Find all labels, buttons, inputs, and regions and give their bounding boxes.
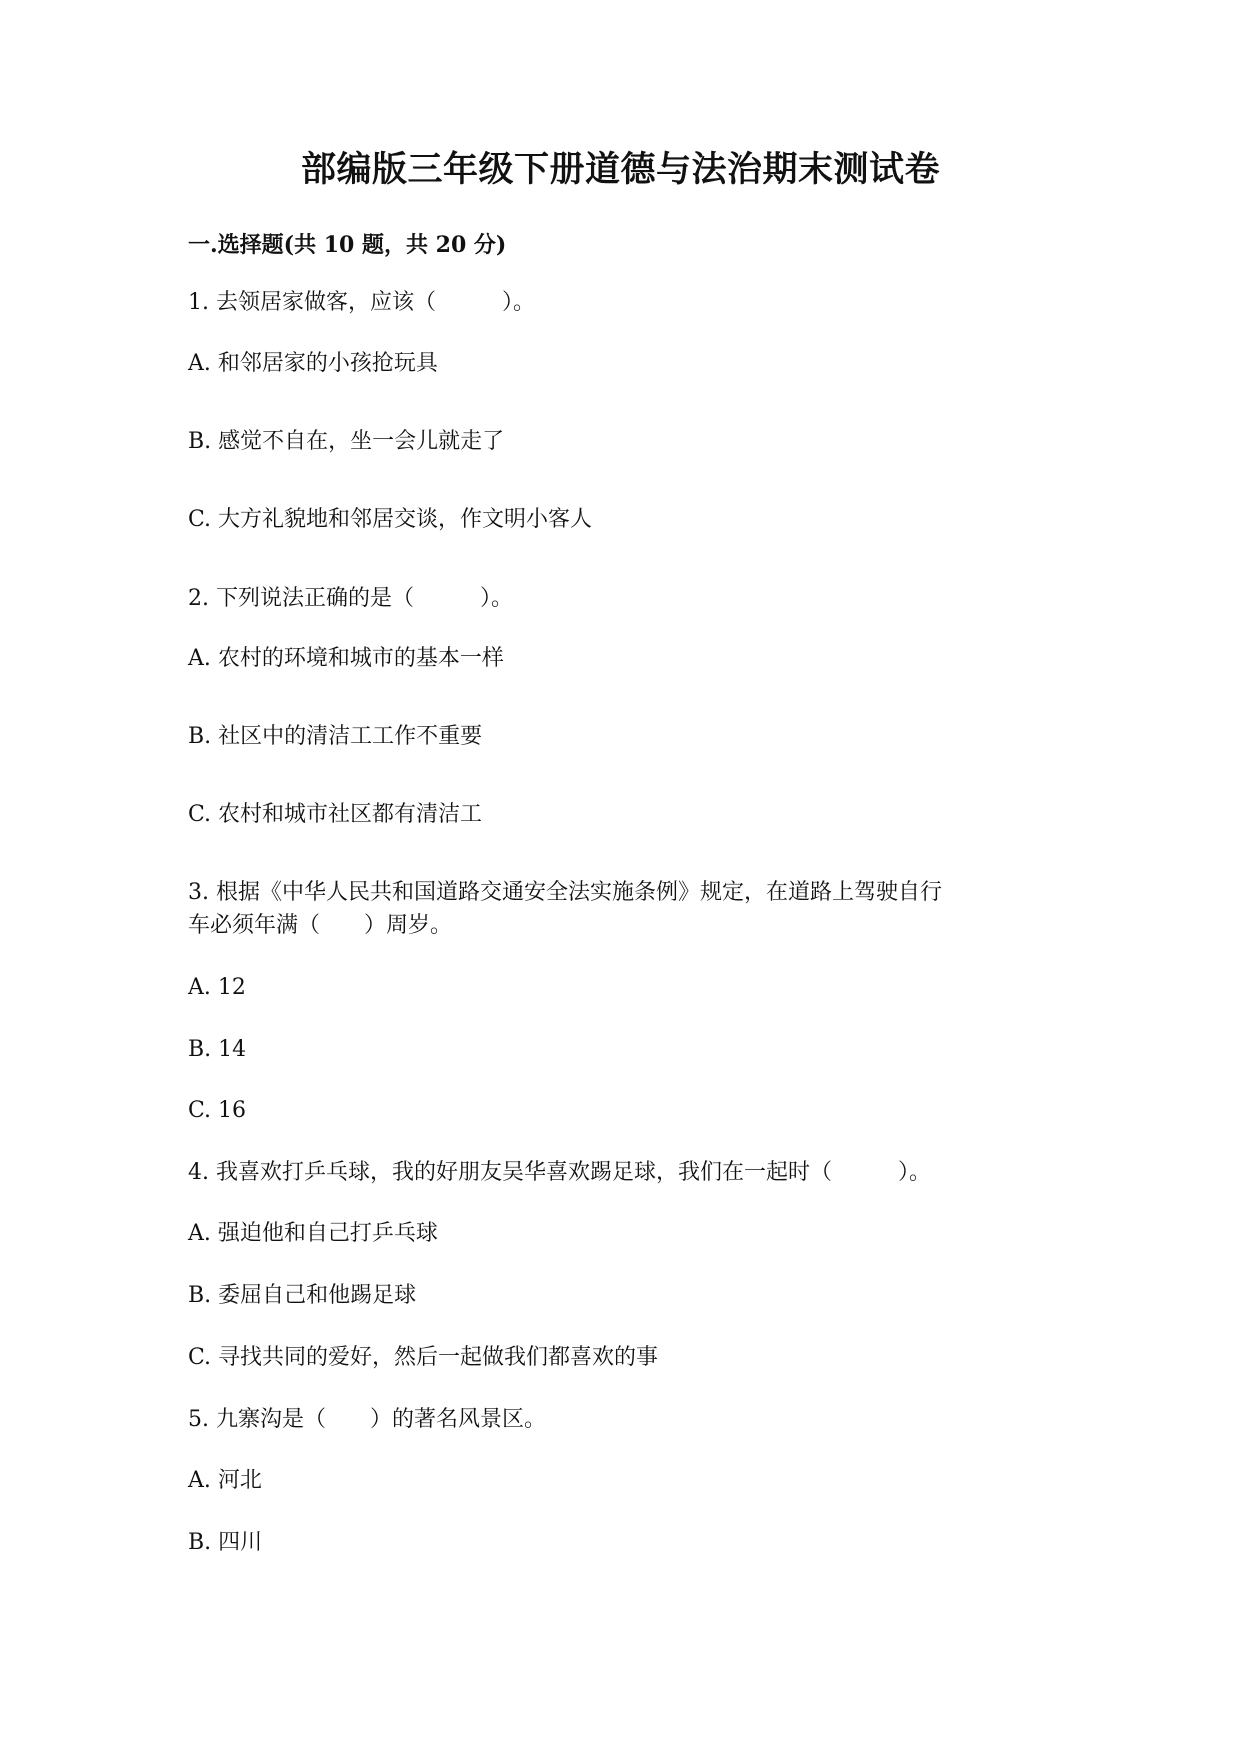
question-4-option-a: A. 强迫他和自己打乒乓球 (188, 1221, 438, 1246)
question-4-option-b: B. 委屈自己和他踢足球 (188, 1283, 417, 1308)
question-3-option-c: C. 16 (188, 1098, 247, 1123)
question-3-stem-line-2: 车必须年满（ ）周岁。 (188, 913, 453, 938)
question-2-stem: 2. 下列说法正确的是（ ）。 (188, 586, 513, 611)
question-1-option-a: A. 和邻居家的小孩抢玩具 (188, 351, 438, 376)
question-3-option-a: A. 12 (188, 975, 246, 1000)
question-5-option-b: B. 四川 (188, 1530, 263, 1555)
question-1-option-c: C. 大方礼貌地和邻居交谈，作文明小客人 (188, 507, 593, 532)
question-5-stem: 5. 九寨沟是（ ）的著名风景区。 (188, 1407, 546, 1432)
question-3-stem-line-1: 3. 根据《中华人民共和国道路交通安全法实施条例》规定，在道路上驾驶自行 (188, 880, 942, 905)
section-heading: 一.选择题(共 10 题，共 20 分) (188, 232, 507, 258)
question-4-option-c: C. 寻找共同的爱好，然后一起做我们都喜欢的事 (188, 1345, 659, 1370)
question-3-option-b: B. 14 (188, 1037, 247, 1062)
page-title: 部编版三年级下册道德与法治期末测试卷 (300, 149, 940, 190)
question-4-stem: 4. 我喜欢打乒乓球，我的好朋友吴华喜欢踢足球，我们在一起时（ ）。 (188, 1160, 931, 1185)
question-1-stem: 1. 去领居家做客，应该（ ）。 (188, 290, 535, 315)
question-1-option-b: B. 感觉不自在，坐一会儿就走了 (188, 429, 505, 454)
question-2-option-b: B. 社区中的清洁工工作不重要 (188, 724, 483, 749)
question-2-option-a: A. 农村的环境和城市的基本一样 (188, 646, 504, 671)
question-2-option-c: C. 农村和城市社区都有清洁工 (188, 802, 483, 827)
question-5-option-a: A. 河北 (188, 1468, 262, 1493)
